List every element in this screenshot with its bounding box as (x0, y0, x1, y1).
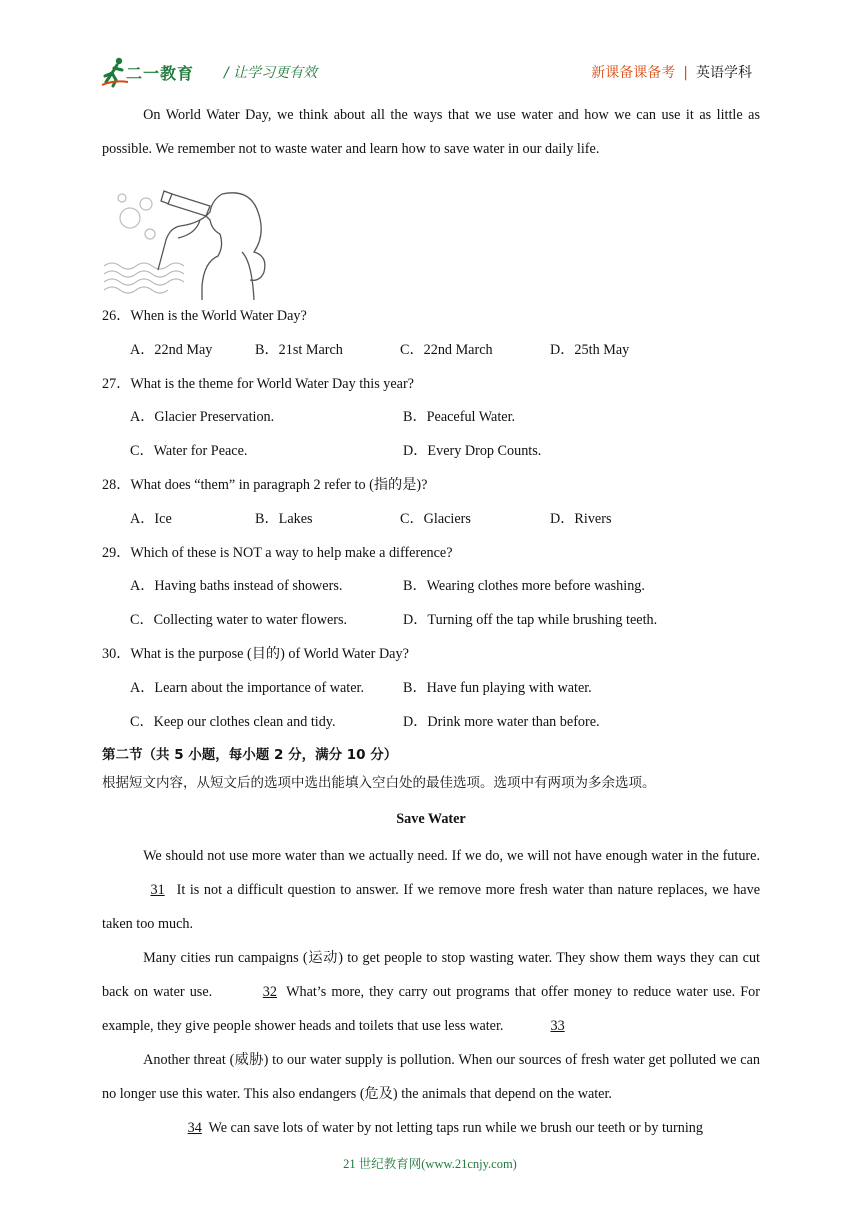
section-instruction: 根据短文内容，从短文后的选项中选出能填入空白处的最佳选项。选项中有两项为多余选项。 (102, 775, 656, 792)
option-d[interactable]: D．25th May (550, 341, 630, 358)
question-stem: 29．Which of these is NOT a way to help make a difference? (102, 544, 453, 561)
option-b[interactable]: B．Lakes (255, 510, 313, 527)
option-d[interactable]: D．Rivers (550, 510, 612, 527)
question-29 (102, 537, 760, 638)
passage-paragraph-4 (102, 1111, 760, 1145)
options-row (102, 435, 760, 469)
option-a[interactable]: A．Ice (130, 510, 172, 527)
options-row (102, 672, 760, 706)
blank-31[interactable]: 31 (150, 882, 165, 899)
passage-paragraph-3: Another threat (威胁) to our water supply is pollution. When our sources of fresh water get polluted we can no longer use this water. This also endangers (危及) the animals that depend on the water. (102, 1052, 760, 1103)
options-row (102, 570, 760, 604)
option-a[interactable]: A．Glacier Preservation. (130, 409, 275, 426)
option-b[interactable]: B．Have fun playing with water. (403, 679, 592, 696)
option-a[interactable]: A．22nd May (130, 341, 213, 358)
paragraph-text: We should not use more water than we actually need. If we do, we will not have enough water in the future. (143, 848, 760, 865)
option-a[interactable]: A．Learn about the importance of water. (130, 679, 365, 696)
page-header (100, 56, 760, 90)
option-d[interactable]: D．Drink more water than before. (403, 713, 600, 730)
question-27 (102, 368, 760, 469)
question-stem: 27．What is the theme for World Water Day this year? (102, 375, 414, 392)
option-c[interactable]: C．Collecting water to water flowers. (130, 612, 348, 629)
blank-32[interactable]: 32 (262, 984, 277, 1001)
question-stem: 28．What does “them” in paragraph 2 refer to (指的是)? (102, 476, 428, 493)
logo-text: 二一教育 (126, 64, 195, 83)
paragraph-text: Many cities run campaigns (运动) to get people to stop wasting water. They show them ways they can cut back on water use. (102, 950, 760, 1001)
passage-title: Save Water (396, 811, 466, 828)
page-content (102, 98, 760, 1145)
question-30 (102, 638, 760, 739)
blank-33[interactable]: 33 (550, 1018, 565, 1035)
options-row (102, 334, 760, 368)
passage-paragraph-1 (102, 839, 760, 941)
option-c[interactable]: C．Glaciers (400, 510, 471, 527)
paragraph-text: It is not a difficult question to answer. If we remove more fresh water than nature replaces, we have taken too much. (102, 882, 760, 933)
header-course-label: 新课备课备考 (591, 65, 676, 81)
option-b[interactable]: B．21st March (255, 341, 343, 358)
header-separator: | (683, 65, 688, 81)
slogan: / 让学习更有效 (224, 65, 318, 81)
options-row (102, 604, 760, 638)
question-28 (102, 469, 760, 537)
header-right (591, 62, 752, 82)
options-row (102, 503, 760, 537)
option-c[interactable]: C．Keep our clothes clean and tidy. (130, 713, 336, 730)
paragraph-text: We can save lots of water by not letting taps run while we brush our teeth or by turning (205, 1120, 703, 1137)
option-c[interactable]: C．Water for Peace. (130, 443, 248, 460)
section-title: 第二节（共 5 小题，每小题 2 分，满分 10 分） (102, 747, 398, 764)
intro-paragraph: On World Water Day, we think about all the ways that we use water and how we can use it as little as possible. We remember not to waste water and learn how to save water in our daily life. (102, 107, 760, 157)
paragraph-text: What’s more, they carry out programs that offer money to reduce water use. For example, they give people shower heads and toilets that use less water. (102, 984, 760, 1035)
girl-drinking-icon (102, 176, 277, 300)
option-d[interactable]: D．Turning off the tap while brushing teeth. (403, 612, 658, 629)
question-stem: 30．What is the purpose (目的) of World Water Day? (102, 645, 409, 662)
header-subject-label: 英语学科 (696, 65, 752, 81)
option-d[interactable]: D．Every Drop Counts. (403, 443, 542, 460)
blank-34[interactable]: 34 (187, 1120, 202, 1137)
option-a[interactable]: A．Having baths instead of showers. (130, 578, 343, 595)
question-26 (102, 300, 760, 368)
question-stem: 26．When is the World Water Day? (102, 308, 307, 324)
option-c[interactable]: C．22nd March (400, 341, 493, 358)
passage-paragraph-2 (102, 941, 760, 1043)
page-footer: 21 世纪教育网(www.21cnjy.com) (343, 1157, 517, 1171)
options-row (102, 706, 760, 740)
options-row (102, 401, 760, 435)
option-b[interactable]: B．Wearing clothes more before washing. (403, 578, 645, 595)
girl-drinking-water-illustration (102, 176, 760, 300)
logo (100, 56, 210, 90)
option-b[interactable]: B．Peaceful Water. (403, 409, 516, 426)
